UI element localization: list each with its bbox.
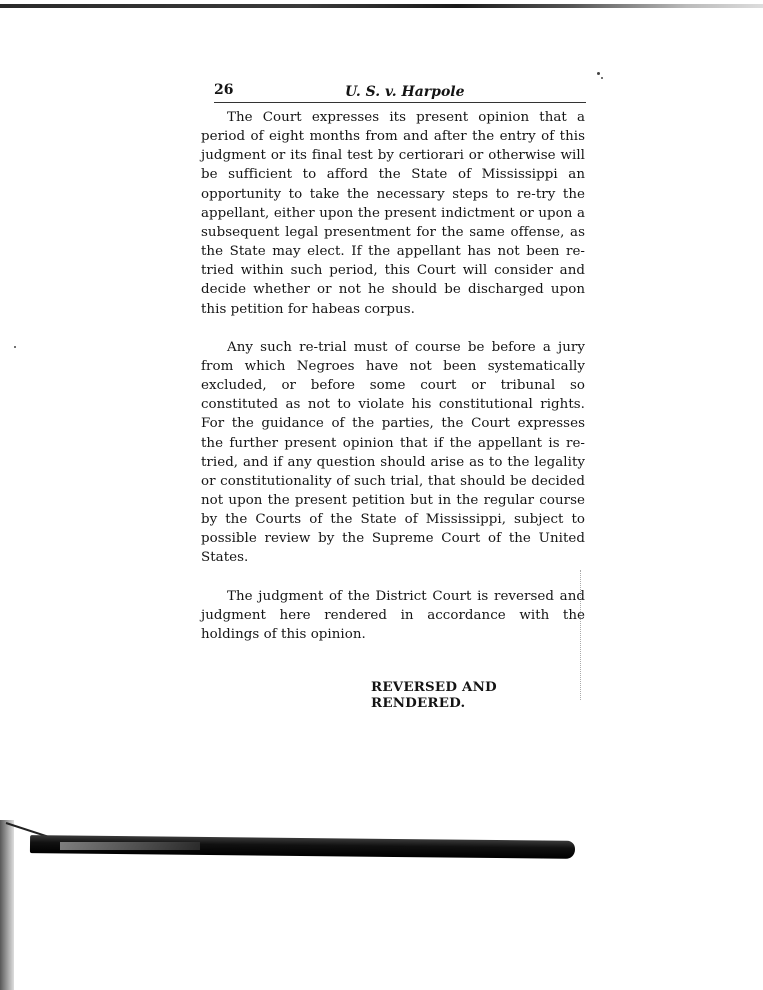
scan-speck [601,77,603,79]
paragraph-retrial-conditions: Any such re-trial must of course be before a jury from which Negroes have not been systematically excluded, or before some court or tribunal so constituted as not to violate his constitutional rights. For the guidance of the parties, the Court expresses the further present opinion that if the appellant is re-tried, and if any question should arise as to the legality or constitutionality of such trial, that should be decided not upon the present petition but in the regular course by the Courts of the State of Mississippi, subject to possible review by the Supreme Court of the United States. [201,339,585,566]
opinion-body [201,108,585,711]
case-title: U. S. v. Harpole [345,84,465,100]
running-head [200,80,586,102]
paragraph-judgment: The judgment of the District Court is reversed and judgment here rendered in accordance with the holdings of this opinion. [201,588,585,642]
scan-bottom-bar-highlight [60,842,200,850]
scan-speck [14,346,16,348]
header-rule [214,102,586,103]
scan-speck [597,72,600,75]
page-number: 26 [214,82,234,98]
paragraph-retrial-period: The Court expresses its present opinion that a period of eight months from and after the entry of this judgment or its final test by certiorari or otherwise will be sufficient to afford the State of Mississippi an opportunity to take the necessary steps to re-try the appellant, either upon the present indictment or upon a subsequent legal presentment for the same offense, as the State may elect. If the appellant has not been re-tried within such period, this Court will consider and decide whether or not he should be discharged upon this petition for habeas corpus. [201,110,585,317]
scan-top-edge [0,4,763,8]
document-page [200,80,586,711]
scan-left-shadow [0,820,14,990]
disposition: REVERSED AND RENDERED. [371,679,497,711]
